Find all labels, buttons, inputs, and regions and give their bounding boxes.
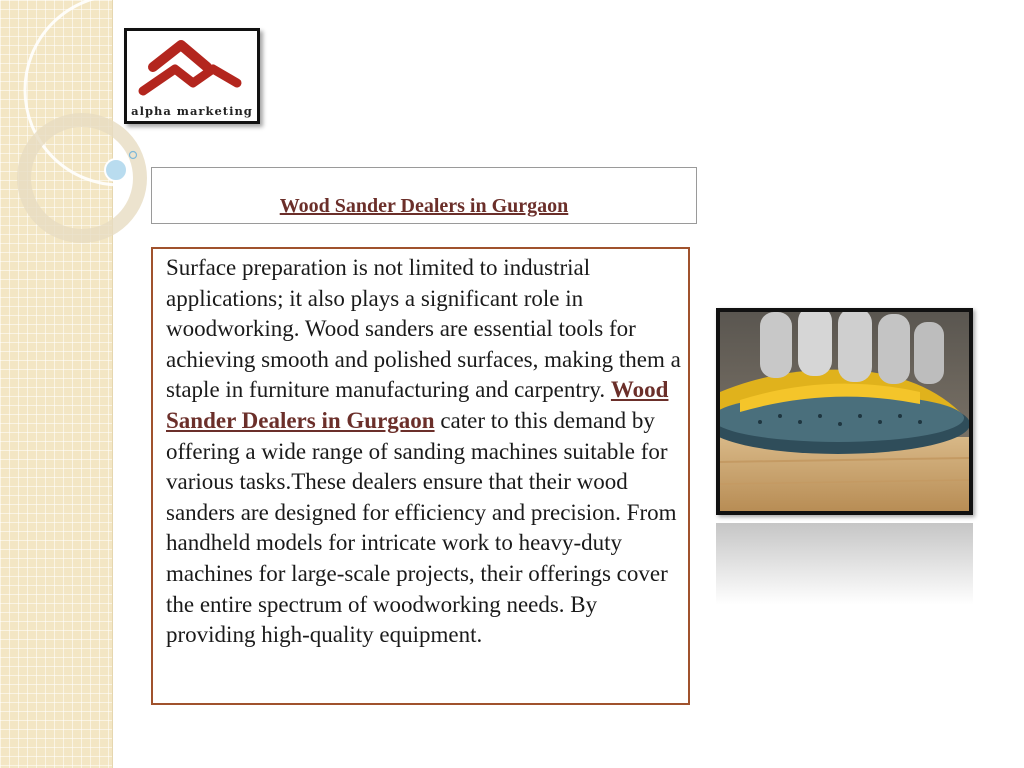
title-box (151, 167, 697, 224)
wood-sander-photo (716, 308, 973, 515)
wood-sander-dealers-link[interactable]: Wood Sander Dealers in Gurgaon (166, 377, 669, 433)
body-text-box (151, 247, 690, 705)
body-paragraph (166, 253, 686, 651)
body-text-before: Surface preparation is not limited to industrial applications; it also plays a significant role in woodworking. Wood sanders are essential tools for achieving smooth and polished surfaces, making them a staple in furniture manufacturing and carpentry. (166, 255, 681, 403)
body-text-after: cater to this demand by offering a wide range of sanding machines suitable for various tasks.These dealers ensure that their wood sanders are designed for efficiency and precision. From handheld models for intricate work to heavy-duty machines for large-scale projects, their offerings cover the entire spectrum of woodworking needs. By providing high-quality equipment. (166, 407, 677, 648)
page-title[interactable]: Wood Sander Dealers in Gurgaon (279, 195, 569, 217)
photo-reflection (716, 523, 973, 605)
logo-text: alpha marketing (131, 104, 253, 118)
sander-image (720, 312, 969, 511)
chevron-logo-icon (135, 33, 251, 99)
company-logo (124, 28, 260, 124)
